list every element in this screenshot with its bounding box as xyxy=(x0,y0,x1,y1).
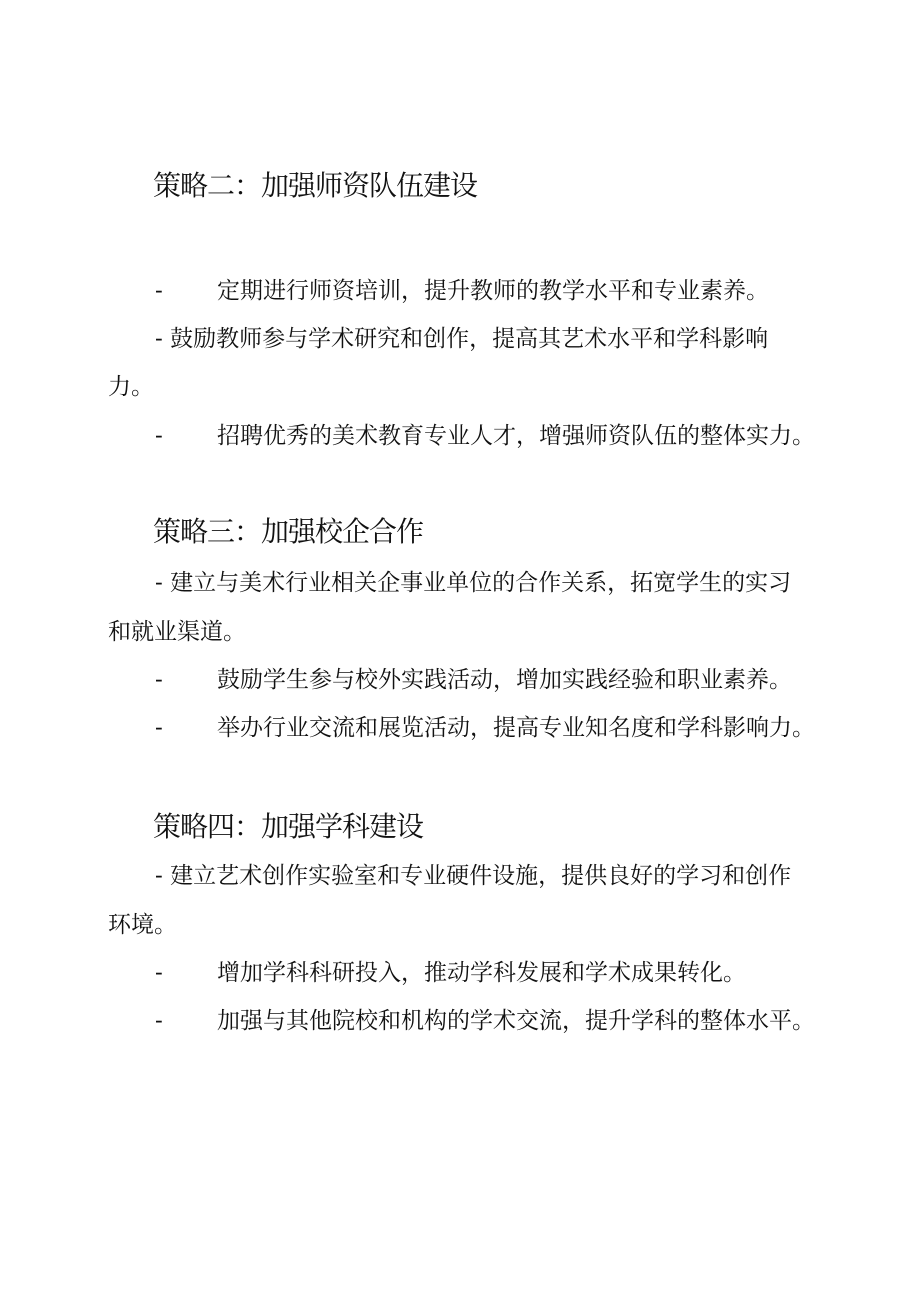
bullet-text: 招聘优秀的美术教育专业人才，增强师资队伍的整体实力。 xyxy=(217,423,815,449)
bullet-text: 加强与其他院校和机构的学术交流，提升学科的整体水平。 xyxy=(217,1008,815,1034)
section-heading-discipline: 策略四：加强学科建设 xyxy=(153,810,424,843)
bullet-text: - 建立艺术创作实验室和专业硬件设施，提供良好的学习和创作 xyxy=(155,863,792,889)
bullet-text-continuation: 和就业渠道。 xyxy=(108,619,246,645)
bullet-text: - 建立与美术行业相关企事业单位的合作关系，拓宽学生的实习 xyxy=(155,570,792,596)
bullet-dash: - xyxy=(155,715,163,741)
bullet-dash: - xyxy=(155,667,163,693)
bullet-text-continuation: 环境。 xyxy=(108,912,177,938)
bullet-text: 增加学科科研投入，推动学科发展和学术成果转化。 xyxy=(217,960,746,986)
section-heading-teachers: 策略二：加强师资队伍建设 xyxy=(153,169,478,202)
bullet-text-continuation: 力。 xyxy=(108,374,154,400)
bullet-dash: - xyxy=(155,1008,163,1034)
bullet-text: 定期进行师资培训，提升教师的教学水平和专业素养。 xyxy=(217,278,769,304)
section-heading-cooperation: 策略三：加强校企合作 xyxy=(153,515,424,548)
bullet-dash: - xyxy=(155,278,163,304)
bullet-text: 鼓励学生参与校外实践活动，增加实践经验和职业素养。 xyxy=(217,667,792,693)
bullet-text: 举办行业交流和展览活动，提高专业知名度和学科影响力。 xyxy=(217,715,815,741)
bullet-dash: - xyxy=(155,960,163,986)
bullet-text: - 鼓励教师参与学术研究和创作，提高其艺术水平和学科影响 xyxy=(155,326,769,352)
bullet-dash: - xyxy=(155,423,163,449)
